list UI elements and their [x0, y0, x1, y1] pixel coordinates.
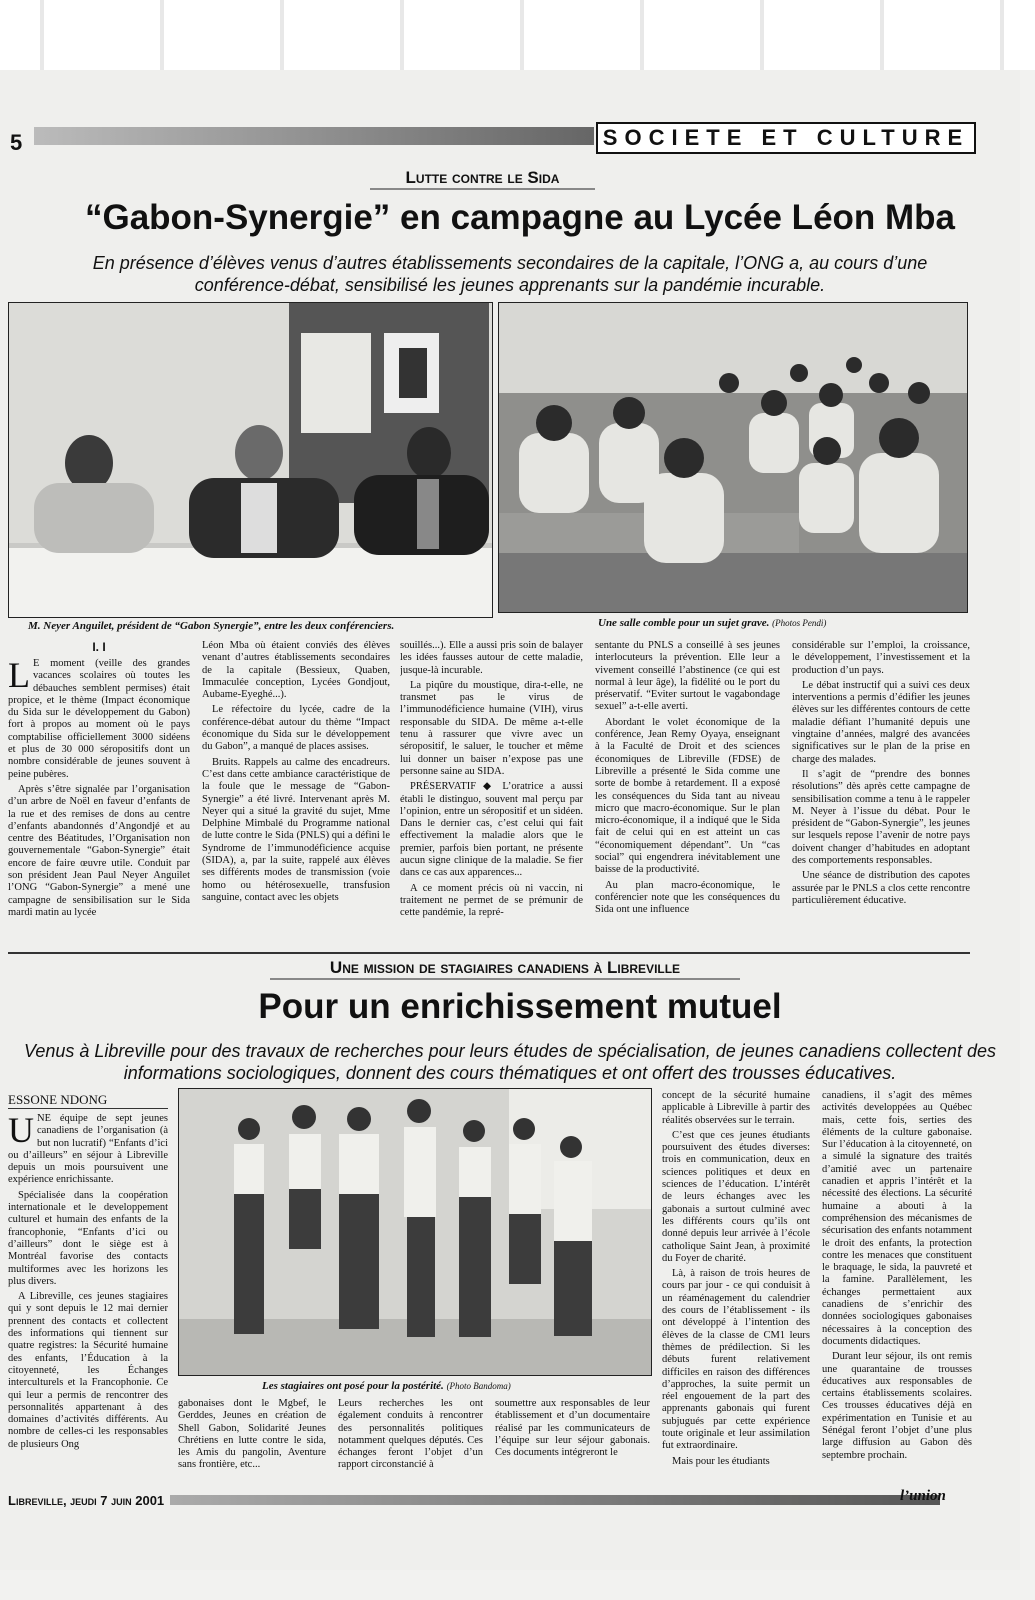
- photo-credit: (Photos Pendi): [772, 618, 827, 628]
- paragraph: A ce moment précis où ni vaccin, ni traitement ne permet de se prémunir de cette pandémie, la repré-: [400, 882, 583, 919]
- conference-speakers-photo: [8, 302, 493, 618]
- masthead-logo: l’union: [900, 1488, 946, 1504]
- photo-caption-left: M. Neyer Anguilet, président de “Gabon Synergie”, entre les deux conférenciers.: [28, 620, 395, 632]
- section-title: SOCIETE ET CULTURE: [596, 122, 976, 154]
- dropcap: L: [8, 655, 30, 695]
- dropcap: U: [8, 1110, 34, 1150]
- paragraph: Leurs recherches les ont également conduits à rencontrer des personnalités politiques notamment quelques députés. Ces échanges feront l’objet d’un rapport circonstancié à: [338, 1398, 483, 1471]
- scan-top-margin: [0, 0, 1035, 70]
- caption-right-text: Une salle comble pour un sujet grave.: [598, 617, 770, 629]
- article2-column-6: [822, 1090, 972, 1482]
- paragraph: Mais pour les étudiants: [672, 1455, 770, 1467]
- page-number: 5: [10, 130, 23, 155]
- article1-headline: “Gabon-Synergie” en campagne au Lycée Léon Mba: [84, 198, 956, 237]
- article1-byline: I. I: [92, 640, 106, 654]
- section-bar: [34, 127, 594, 145]
- article1-column-2: [202, 640, 390, 940]
- article2-standfirst: Venus à Libreville pour des travaux de recherches pour leurs études de spécialisation, de jeunes canadiens collectent des informations sociologiques, donnent des cours thématiques et ont offert des trousses éducatives.: [24, 1041, 996, 1083]
- canadian-trainees-group-photo: [178, 1088, 652, 1376]
- paragraph: Après s’être signalée par l’organisation d’un arbre de Noël en faveur d’enfants de la rue et des remises de dons au centre d’enfants abandonnés d’Angondjé et au centre des Béatitudes, l’Organisation non gouvernementale “Gabon-Synergie” était encore de faire œuvre utile. Conduit par son président Jean Paul Neyer Anguilet l’ONG “Gabon-Synergie” a mené une campagne de sensibilisation sur le Sida mardi matin au lycée: [8, 783, 190, 918]
- paragraph: concept de la sécurité humaine applicable à Libreville à partir des réalités observées sur le terrain.: [662, 1090, 810, 1126]
- paragraph: PRÉSERVATIF ◆ L’oratrice a aussi établi le distinguo, souvent mal perçu par l’opinion, entre un séropositif et un sidéen. Dans le dernier cas, c’est celui qui fait effectivement la maladie alors que le premier, parfois bien portant, ne présente aucun signe clinique de la maladie. Se fier dans ce cas aux apparences...: [400, 781, 583, 879]
- paragraph: Spécialisée dans la coopération internationale et le developpement culturel et humain des enfants de la francophonie, “Enfants d’ici ou d’ailleurs” dont le siège est à Montréal favorise des contacts multiformes avec les horizons les plus divers.: [8, 1189, 168, 1287]
- article2-column-1: [8, 1092, 168, 1482]
- article2-kicker: Une mission de stagiaires canadiens à Libreville: [270, 958, 740, 980]
- paragraph: canadiens, il s’agit des mêmes activités developpées au Québec mais, cette fois, serties des éléments de la culture gabonaise. Sur l’éducation à la citoyenneté, on a simulé la signature des traités d’amitié avec un partenaire canadien et appris l’intérêt et la nécessité des élections. La sécurité humaine a abouti à la compréhension des mécanismes de sécurisation des enfants notamment le droit des enfants, la protection contre les menaces que constituent le braquage, le sida, la pauvreté et la famine. Parallèlement, les échanges permettaient aux canadiens de s’enrichir des données sociologiques gabonaises nécessaires à la conception des documents didactiques.: [822, 1090, 972, 1347]
- paragraph: Il s’agit de “prendre des bonnes résolutions” dès après cette campagne de sensibilisation comme a tenu à le rappeler M. Neyer à l’issue du débat. Pour le président de “Gabon-Synergie”, les jeunes sur lesquels repose l’avenir de notre pays doivent changer d’habitudes en adoptant des comportements responsables.: [792, 768, 970, 867]
- paragraph: A Libreville, ces jeunes stagiaires qui y sont depuis le 12 mai dernier prennent des contacts et collectent des informations qui tiennent sur quatre registres: la Sécurité humaine des enfants, l’Éducation à la citoyenneté, les Échanges interculturels et la Francophonie. Ce qui leur a permis de rencontrer des personnalités appartenant à des domaines d’activités différents. Au nombre de celles-ci les responsables de plusieurs Ong: [8, 1291, 168, 1450]
- footer-bar: [170, 1495, 940, 1505]
- article2-headline: Pour un enrichissement mutuel: [258, 987, 782, 1026]
- article2-column-4: [495, 1398, 650, 1482]
- article1-kicker: Lutte contre le Sida: [370, 168, 595, 190]
- caption-text: Les stagiaires ont posé pour la postérité.: [262, 1380, 444, 1392]
- paragraph: E moment (veille des grandes vacances scolaires où toutes les débauches semblent permises) était propice, et le thème (Impact économique du Sida sur le développement du Gabon) fort à propos au moment où le pays comptabilise officiellement 3000 sidéens et plus de 30 000 séropositifs dont un nombre considérable de jeunes souvent à peine pubères.: [8, 658, 190, 780]
- article1-column-3: [400, 640, 583, 940]
- paragraph: Léon Mba où étaient conviés des élèves venant d’autres établissements secondaires de la capitale (Bessieux, Quaben, Immaculée conception, Lycées Gondjout, Aubame-Eyeghé...).: [202, 640, 390, 701]
- paragraph: Le débat instructif qui a suivi ces deux interventions a permis d’édifier les jeunes élèves sur les différentes contours de cette maladie défiant l’humanité depuis une vingtaine d’années, malgré des avancées significatives sur le plan de la prise en charge des malades.: [792, 679, 970, 765]
- article2-byline: ESSONE NDONG: [8, 1092, 168, 1109]
- footer-dateline: Libreville, jeudi 7 juin 2001: [8, 1493, 165, 1508]
- paragraph: Là, à raison de trois heures de cours par jour - ce qui conduisit à un réaménagement du calendrier des cours de l’établissement - ils ont développé à l’intention des élèves de la classe de CM1 leurs thèmes de prédilection. Si les débuts furent relativement difficiles en raison des différences d’approches, la suite permit un réel engouement de la part des apprenants gabonais qui furent subjugués par cette expérience toute originale et leur assimilation fut extraordinaire.: [662, 1268, 810, 1452]
- paragraph: Le réfectoire du lycée, cadre de la conférence-débat autour du thème “Impact économique du Sida sur le développement du Gabon”, a manqué de places assises.: [202, 704, 390, 753]
- article1-standfirst: En présence d’élèves venus d’autres établissements secondaires de la capitale, l’ONG a, au cours d’une conférence-débat, sensibilisé les jeunes apprenants sur la pandémie incurable.: [92, 253, 928, 295]
- photo-caption-right: [598, 617, 826, 629]
- paragraph: soumettre aux responsables de leur établissement et d’un documentaire réalisé par les communicateurs de l’équipe sur leur séjour gabonais. Ces documents intégreront le: [495, 1398, 650, 1459]
- paragraph: Abordant le volet économique de la conférence, Jean Remy Oyaya, enseignant à la Faculté de Droit et des sciences économiques de Libreville (FDSE) de Libreville a présenté le Sida comme une sorte de bombe à retardement. Il a exposé les conséquences du Sida tant au niveau micro que macro-économique. Sur le plan micro-économique, il a indiqué que le Sida fait de celui qui en est atteint un cas “économiquement dépendant”. Un “cas social” qui engendrera inévitablement une baisse de la productivité.: [595, 716, 780, 876]
- article2-column-2: [178, 1398, 326, 1482]
- article1-column-4: [595, 640, 780, 940]
- article1-column-5: [792, 640, 970, 940]
- paragraph: C’est que ces jeunes étudiants poursuivent des études diverses: trois en communication, deux en sciences politiques et deux en sciences de l’éducation. L’intérêt de leurs échanges avec les gabonais a surtout culminé avec les différents cours qu’ils ont donné depuis leur arrivée à l’école catholique Saint Jean, à proximité du Foyer de charité.: [662, 1129, 810, 1264]
- paragraph: Au plan macro-économique, le conférencier note que les conséquences du Sida ont une influence: [595, 879, 780, 916]
- article1-column-1: [8, 640, 190, 940]
- paragraph: Durant leur séjour, ils ont remis une quarantaine de trousses éducatives aux responsables de certains établissements scolaires. Ces trousses éducatives déjà en expérimentation en Tunisie et au Sénégal feront l’objet d’une plus large diffusion au Gabon dès septembre prochain.: [822, 1351, 972, 1461]
- paragraph: La piqûre du moustique, dira-t-elle, ne transmet pas le virus de l’immunodéficience humaine (VIH), virus responsable du SIDA. De même a-t-elle tenu à rassurer que vivre avec un séropositif, le saluer, le toucher et même lui donner un baiser n’expose pas une personne saine au SIDA.: [400, 679, 583, 777]
- article2-column-3: [338, 1398, 483, 1482]
- paragraph: Une séance de distribution des capotes assurée par le PNLS a clos cette rencontre particulièrement éducative.: [792, 870, 970, 906]
- article2-column-5: [662, 1090, 810, 1482]
- paragraph: considérable sur l’emploi, la croissance, le développement, l’investissement et la production d’un pays.: [792, 640, 970, 676]
- group-photo-caption: [262, 1380, 511, 1392]
- paragraph: Bruits. Rappels au calme des encadreurs. C’est dans cette ambiance caractéristique de la foule que le message de “Gabon-Synergie” a été livré. Intervenant après M. Neyer qui a situé la gravité du sujet, Mme Delphine Mimbalé du Programme national de lutte contre le Sida (PNLS) qui a défini le Syndrome de l’immunodéficience acquise (SIDA), a, par la suite, rappelé aux élèves ses différents modes de transmission (voie homo ou hétérosexuelle, transfusion sanguine, contact avec les objets: [202, 756, 390, 903]
- article-divider: [8, 952, 970, 954]
- paragraph: souillés...). Elle a aussi pris soin de balayer les idées fausses autour de cette maladie, jusque-là incurable.: [400, 640, 583, 676]
- paragraph: gabonaises dont le Mgbef, le Gerddes, Jeunes en création de Shell Gabon, Solidarité Jeunes Chrétiens en lutte contre le sida, les Amis du pangolin, Aventure sans frontière, etc...: [178, 1398, 326, 1471]
- paragraph: sentante du PNLS a conseillé à ses jeunes interlocuteurs la prévention. Elle leur a vivement conseillé l’abstinence (ce qui est normal à leur âge), la fidélité ou le port du préservatif. “Eviter surtout le vagabondage sexuel” a-t-elle averti.: [595, 640, 780, 713]
- classroom-audience-photo: [498, 302, 968, 613]
- paragraph: NE équipe de sept jeunes canadiens de l’organisation (à but non lucratif) “Enfants d’ici ou d’ailleurs” en séjour à Libreville depuis un mois poursuivent une expérience enrichissante.: [8, 1113, 168, 1186]
- photo-credit: (Photo Bandoma): [446, 1381, 511, 1391]
